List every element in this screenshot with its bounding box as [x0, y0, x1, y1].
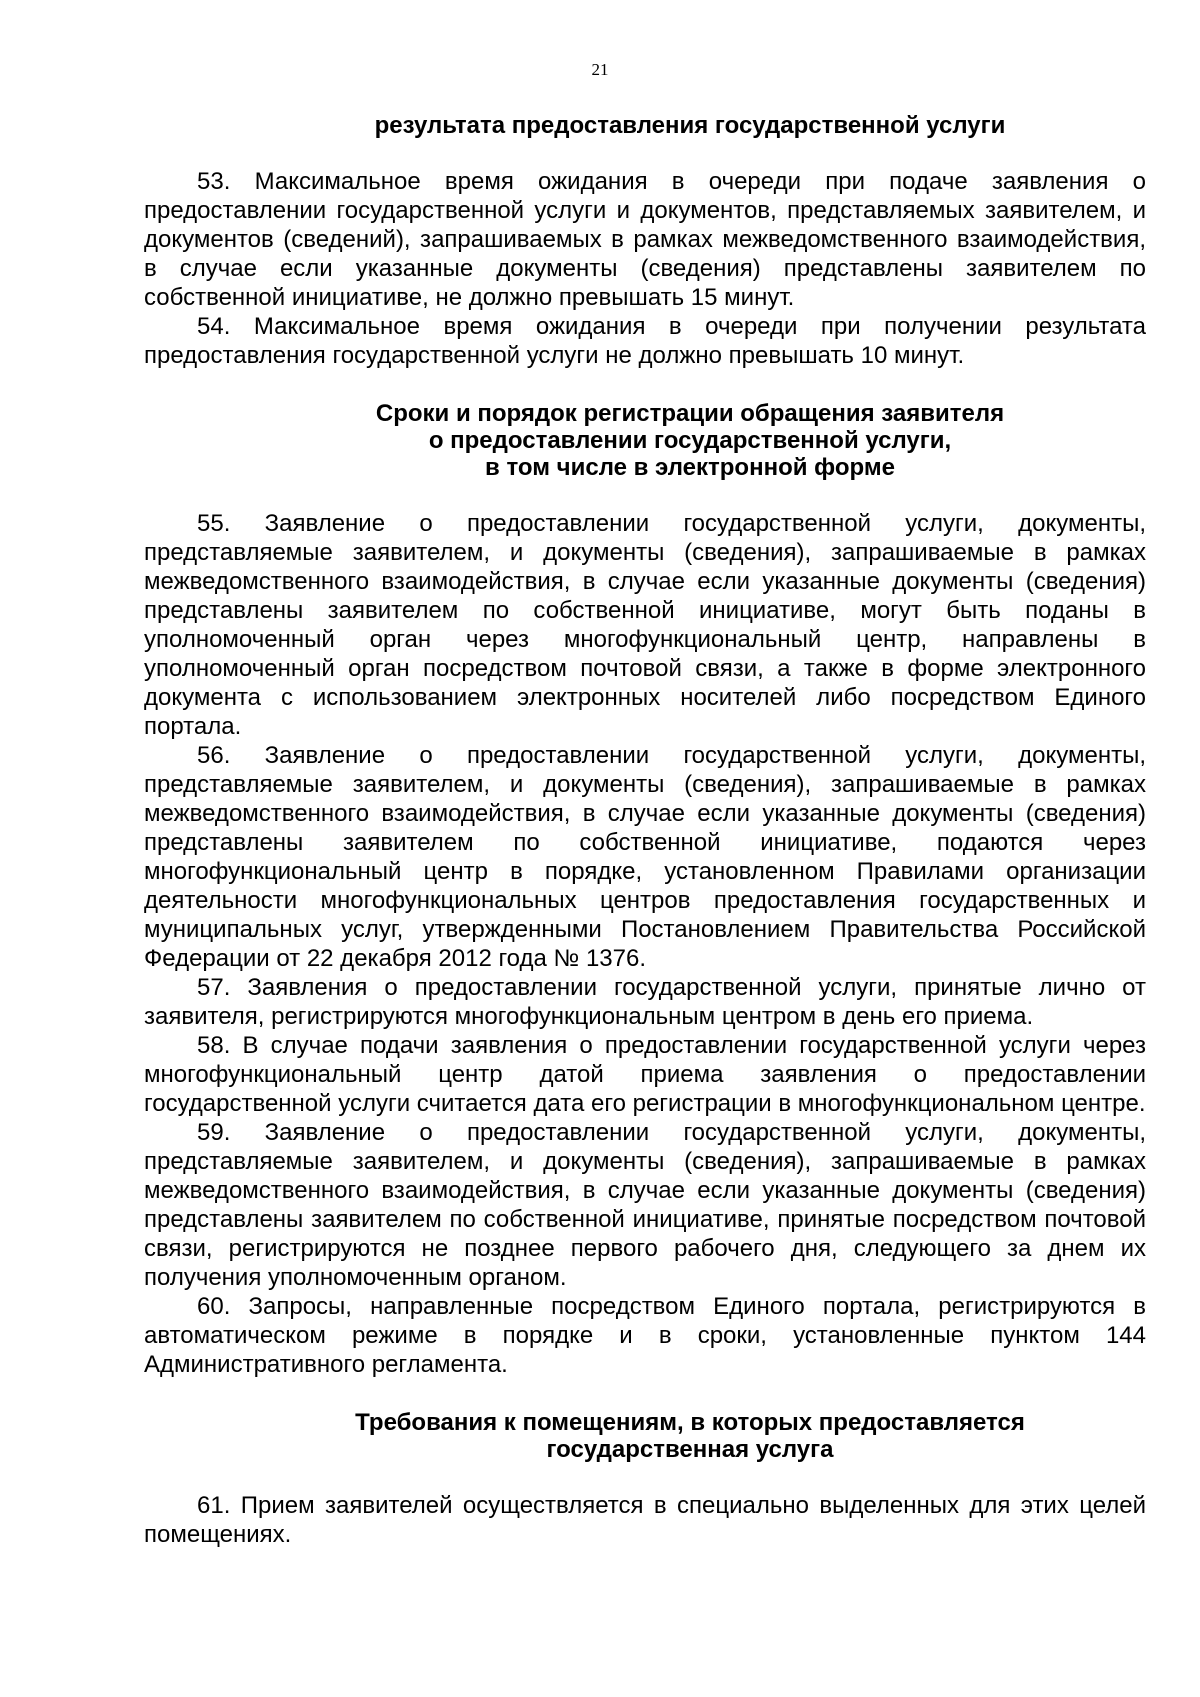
heading-line: Сроки и порядок регистрации обращения заявителя [375, 400, 1005, 427]
paragraph-61 [144, 1491, 1146, 1549]
heading-line: о предоставлении государственной услуги, [428, 427, 952, 454]
section-heading [144, 1409, 1146, 1463]
paragraph-text: Максимальное время ожидания в очереди при получении результата предоставления государственной услуги не должно превышать 10 минут. [144, 313, 1146, 369]
heading-line: государственная услуга [546, 1436, 834, 1463]
paragraph-55 [144, 509, 1146, 741]
paragraph-number: 59. [197, 1119, 231, 1146]
paragraph-number: 53. [197, 168, 231, 195]
spacer [144, 1379, 1146, 1409]
paragraph-text: В случае подачи заявления о предоставлении государственной услуги через многофункциональный центр датой приема заявления о предоставлении государственной услуги считается дата его регистрации в многофункциональном центре. [144, 1032, 1147, 1117]
paragraph-number: 56. [197, 742, 231, 769]
paragraph-56 [144, 741, 1146, 973]
section-heading [144, 400, 1146, 481]
paragraph-number: 61. [197, 1492, 231, 1519]
paragraph-number: 60. [197, 1293, 231, 1320]
spacer [144, 1463, 1146, 1491]
page-number: 21 [591, 60, 609, 79]
section-heading [144, 112, 1146, 139]
paragraph-number: 58. [197, 1032, 231, 1059]
paragraph-54 [144, 312, 1146, 370]
heading-line: Требования к помещениям, в которых предоставляется [355, 1409, 1025, 1436]
paragraph-57 [144, 973, 1146, 1031]
spacer [144, 370, 1146, 400]
paragraph-59 [144, 1118, 1146, 1292]
paragraph-text: Заявление о предоставлении государственной услуги, документы, представляемые заявителем, и документы (сведения), запрашиваемые в рамках межведомственного взаимодействия, в случае если указанные документы (сведения) представлены заявителем по собственной инициативе, подаются через многофункциональный центр в порядке, установленном Правилами организации деятельности многофункциональных центров предоставления государственных и муниципальных услуг, утвержденными Постановлением Правительства Российской Федерации от 22 декабря 2012 года № 1376. [144, 742, 1146, 972]
paragraph-number: 57. [197, 974, 231, 1001]
paragraph-text: Максимальное время ожидания в очереди при подаче заявления о предоставлении государственной услуги и документов, представляемых заявителем, и документов (сведений), запрашиваемых в рамках межведомственного взаимодействия, в случае если указанные документы (сведения) представлены заявителем по собственной инициативе, не должно превышать 15 минут. [144, 168, 1146, 311]
spacer [144, 139, 1146, 167]
document-body [144, 112, 1146, 1549]
paragraph-53 [144, 167, 1146, 312]
heading-line: результата предоставления государственной услуги [374, 112, 1006, 139]
paragraph-60 [144, 1292, 1146, 1379]
paragraph-number: 54. [197, 313, 231, 340]
paragraph-number: 55. [197, 510, 231, 537]
paragraph-text: Заявление о предоставлении государственной услуги, документы, представляемые заявителем, и документы (сведения), запрашиваемые в рамках межведомственного взаимодействия, в случае если указанные документы (сведения) представлены заявителем по собственной инициативе, принятые посредством почтовой связи, регистрируются не позднее первого рабочего дня, следующего за днем их получения уполномоченным органом. [144, 1119, 1146, 1291]
paragraph-text: Заявление о предоставлении государственной услуги, документы, представляемые заявителем, и документы (сведения), запрашиваемые в рамках межведомственного взаимодействия, в случае если указанные документы (сведения) представлены заявителем по собственной инициативе, могут быть поданы в уполномоченный орган через многофункциональный центр, направлены в уполномоченный орган посредством почтовой связи, а также в форме электронного документа с использованием электронных носителей либо посредством Единого портала. [144, 510, 1146, 740]
paragraph-text: Запросы, направленные посредством Единого портала, регистрируются в автоматическом режиме в порядке и в сроки, установленные пунктом 144 Административного регламента. [144, 1293, 1147, 1378]
paragraph-text: Прием заявителей осуществляется в специально выделенных для этих целей помещениях. [144, 1492, 1146, 1548]
paragraph-text: Заявления о предоставлении государственной услуги, принятые лично от заявителя, регистрируются многофункциональным центром в день его приема. [144, 974, 1146, 1030]
heading-line: в том числе в электронной форме [485, 454, 895, 481]
paragraph-58 [144, 1031, 1146, 1118]
spacer [144, 481, 1146, 509]
